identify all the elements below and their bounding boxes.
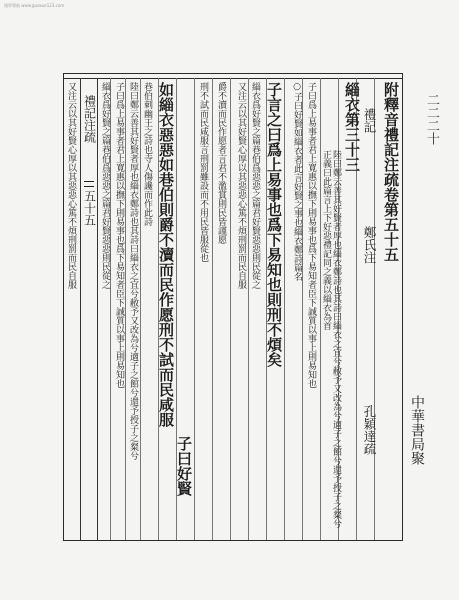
column-rule — [212, 78, 213, 540]
column-rule — [302, 78, 303, 540]
commentator-line: 孔穎達疏 — [362, 405, 377, 455]
commentary-column: 又注云以其好賢心厚以其惡惡心篤不煩刑罰而民自服 — [66, 82, 76, 289]
commentary-column: 刑不試而民咸服言刑罰雖設而不用民皆服從也 — [198, 82, 208, 262]
header-title: 附釋音禮記注疏卷第五十五 — [382, 82, 400, 262]
center-band — [80, 78, 98, 540]
margin-ticks: 二二二十 — [424, 93, 439, 145]
main-text-column: 子曰好賢 — [175, 436, 193, 496]
commentary-column: 緇衣爲好賢之篇巷伯爲惡惡之篇君好賢惡惡則民從之 — [250, 82, 260, 289]
column-rule — [248, 78, 249, 540]
main-text-column: 子言之曰爲上易事也爲下易知也則刑不煩矣 — [265, 82, 283, 367]
fish-tail-mark — [84, 181, 94, 187]
main-text-column: 如緇衣惡惡如巷伯則爵不瀆而民作愿刑不試而民咸服 — [157, 82, 175, 427]
commentary-column: 巷伯刺幽王之詩也寺人傷讒而作此詩 — [142, 82, 152, 226]
band-title: 禮記注疏 — [82, 95, 97, 143]
commentary-column: 爵不瀆而民作愿者言君不濫賞則民皆謹愿 — [216, 82, 226, 244]
section-label: 禮記 — [362, 108, 377, 133]
commentary-column: 正義曰此篇言上下好惡禮記同之義以緇衣為首 — [321, 150, 331, 330]
watermark-text: 國學導航 www.guoxue123.com — [4, 3, 65, 8]
commentary-column: 子曰爲上易事者君上寬惠以撫下則易事也爲下易知者臣下誠質以事上則易知也 — [306, 82, 316, 388]
commentary-column: 緇衣爲好賢之篇巷伯爲惡惡之篇君好賢惡惡則民從之 — [100, 82, 110, 289]
chapter-heading: 緇衣第三十三 — [343, 82, 361, 172]
commentary-column: 又注云以其好賢心厚以其惡惡心篤不煩刑罰而民自服 — [236, 82, 246, 289]
frame-top-rule — [63, 78, 403, 79]
band-volume: 五十五 — [82, 190, 97, 226]
column-rule — [125, 78, 126, 540]
publisher-mark: 中華書局聚 — [409, 395, 425, 465]
author-line: 鄭氏注 — [362, 226, 377, 264]
column-rule — [230, 78, 231, 540]
column-rule — [140, 78, 141, 540]
commentary-column: 陸曰鄭云善其好賢者厚也緇衣鄭詩也其詩曰緇衣之宜兮敝予又改為兮適子之館兮還予授子之粲兮 — [331, 150, 341, 528]
commentary-column: 陸曰鄭云善其好賢者厚也緇衣鄭詩也其詩曰緇衣之宜兮敝予又改為兮適子之館兮還予授子之粲兮 — [128, 82, 138, 460]
column-rule — [194, 78, 195, 540]
column-rule — [110, 78, 111, 540]
column-rule — [374, 78, 375, 540]
column-rule — [284, 78, 285, 540]
commentary-column: 子曰爲上易事者君上寬惠以撫下則易事也爲下易知者臣下誠質以事上則易知也 — [114, 82, 124, 388]
commentary-column: ○子曰好賢如緇衣者此言好賢之事也緇衣鄭詩篇名 — [292, 82, 302, 281]
